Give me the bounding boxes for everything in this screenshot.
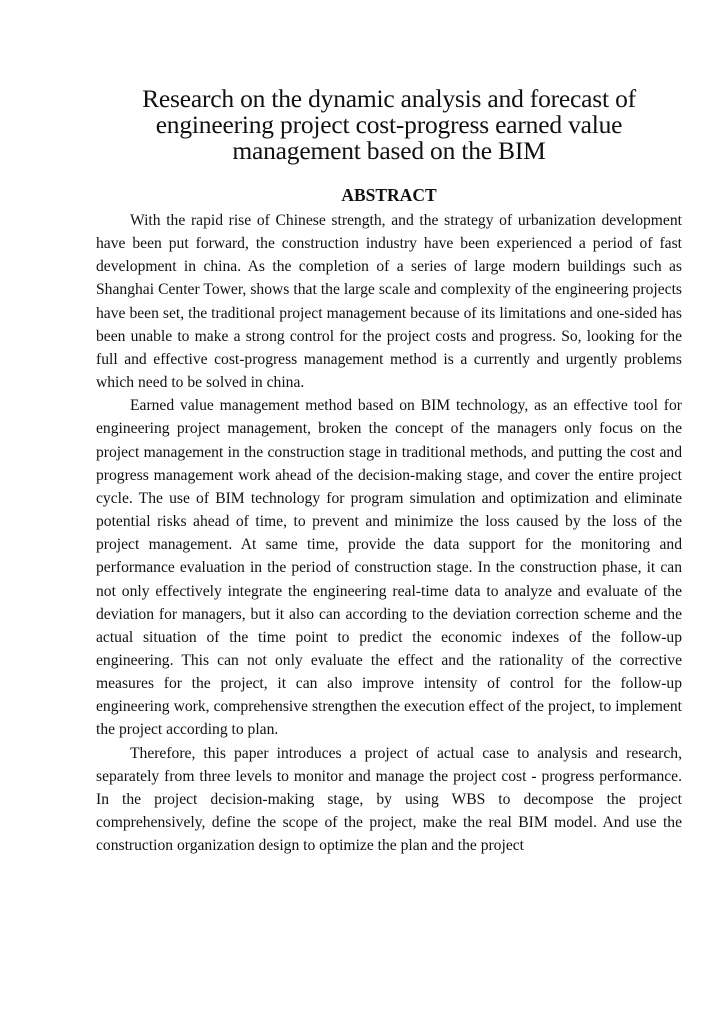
abstract-body <box>96 209 682 857</box>
abstract-heading: ABSTRACT <box>341 185 437 205</box>
abstract-paragraph: Earned value management method based on BIM technology, as an effective tool for engineering project management, broken the concept of the managers only focus on the project management in the construction stage in traditional methods, and putting the cost and progress management work ahead of the decision-making stage, and cover the entire project cycle. The use of BIM technology for program simulation and optimization and eliminate potential risks ahead of time, to prevent and minimize the loss caused by the loss of the project management. At same time, provide the data support for the monitoring and performance evaluation in the period of construction stage. In the construction phase, it can not only effectively integrate the engineering real-time data to analyze and evaluate of the deviation for managers, but it also can according to the deviation correction scheme and the actual situation of the time point to predict the economic indexes of the follow-up engineering. This can not only evaluate the effect and the rationality of the corrective measures for the project, it can also improve intensity of control for the follow-up engineering work, comprehensive strengthen the execution effect of the project, to implement the project according to plan. <box>96 397 682 739</box>
abstract-paragraph: Therefore, this paper introduces a project of actual case to analysis and research, separately from three levels to monitor and manage the project cost - progress performance. In the project decision-making stage, by using WBS to decompose the project comprehensively, define the scope of the project, make the real BIM model. And use the construction organization design to optimize the plan and the project <box>96 744 682 855</box>
document-title: Research on the dynamic analysis and forecast of engineering project cost-progress earned value management based on the BIM <box>142 84 636 165</box>
abstract-paragraph: With the rapid rise of Chinese strength, and the strategy of urbanization development have been put forward, the construction industry have been experienced a period of fast development in china. As the completion of a series of large modern buildings such as Shanghai Center Tower, shows that the large scale and complexity of the engineering projects have been set, the traditional project management because of its limitations and one-sided has been unable to make a strong control for the project costs and progress. So, looking for the full and effective cost-progress management method is a currently and urgently problems which need to be solved in china. <box>96 212 682 392</box>
